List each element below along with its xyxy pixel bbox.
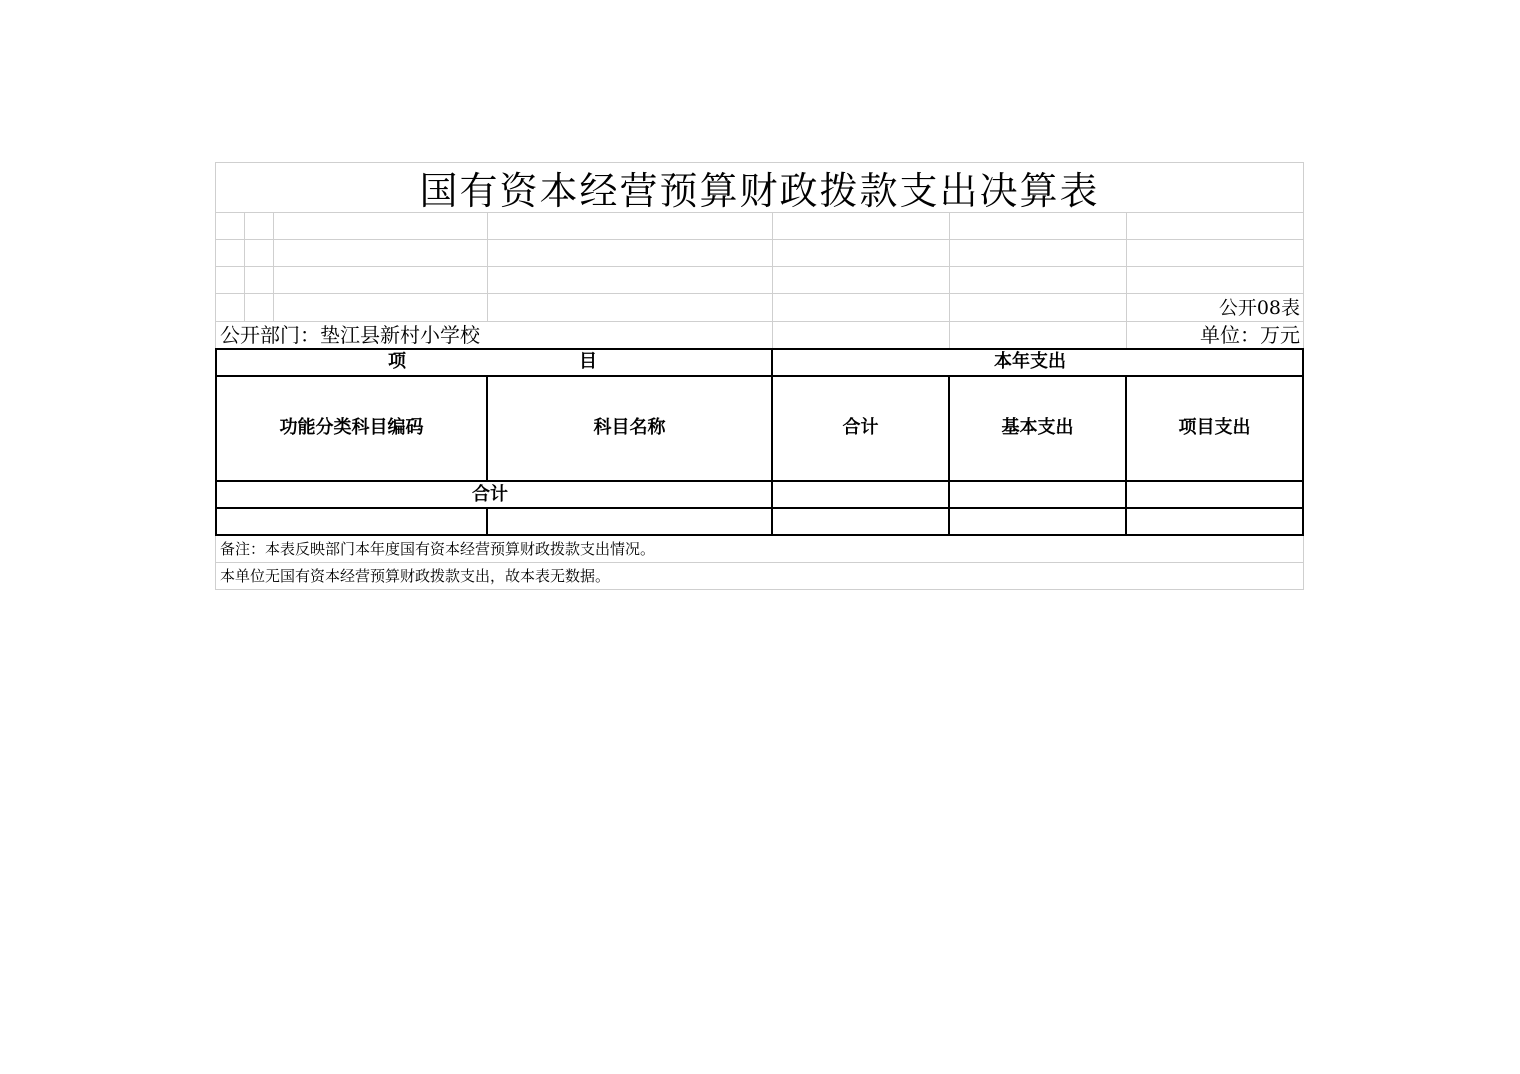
- note-line-1: 备注：本表反映部门本年度国有资本经营预算财政拨款支出情况。: [220, 540, 656, 558]
- header-item-right: 目: [579, 351, 597, 372]
- col-header-total: 合计: [842, 417, 879, 438]
- col-header-project: 项目支出: [1178, 417, 1251, 438]
- col-header-basic: 基本支出: [1001, 417, 1074, 438]
- header-item-left: 项: [388, 351, 406, 372]
- table-border: [486, 507, 488, 536]
- table-border: [215, 507, 1304, 509]
- table-border: [215, 348, 1304, 350]
- grid-line: [772, 212, 773, 348]
- table-border: [1302, 348, 1304, 536]
- table-border: [215, 480, 1304, 482]
- unit-label: 单位：万元: [1200, 323, 1300, 347]
- col-header-code: 功能分类科目编码: [279, 417, 424, 438]
- grid-line: [215, 266, 1304, 267]
- table-border: [948, 375, 950, 536]
- col-header-name: 科目名称: [593, 417, 666, 438]
- grid-line: [215, 293, 1304, 294]
- grid-line: [215, 239, 1304, 240]
- note-line-2: 本单位无国有资本经营预算财政拨款支出，故本表无数据。: [220, 567, 611, 585]
- total-row-label: 合计: [472, 484, 508, 505]
- department-label: 公开部门：垫江县新村小学校: [220, 323, 480, 347]
- page-title: 国有资本经营预算财政拨款支出决算表: [419, 168, 1100, 213]
- grid-line: [487, 212, 488, 321]
- table-border: [215, 375, 1304, 377]
- grid-line: [215, 589, 1304, 590]
- grid-line: [273, 212, 274, 321]
- table-border: [1125, 375, 1127, 536]
- spreadsheet: [215, 162, 1304, 590]
- grid-line: [949, 212, 950, 348]
- grid-line: [244, 212, 245, 321]
- table-border: [771, 348, 773, 536]
- grid-line: [1126, 212, 1127, 348]
- header-current-year: 本年支出: [994, 351, 1066, 372]
- form-code: 公开08表: [1218, 297, 1300, 319]
- grid-line: [215, 212, 1304, 213]
- table-border: [215, 348, 217, 536]
